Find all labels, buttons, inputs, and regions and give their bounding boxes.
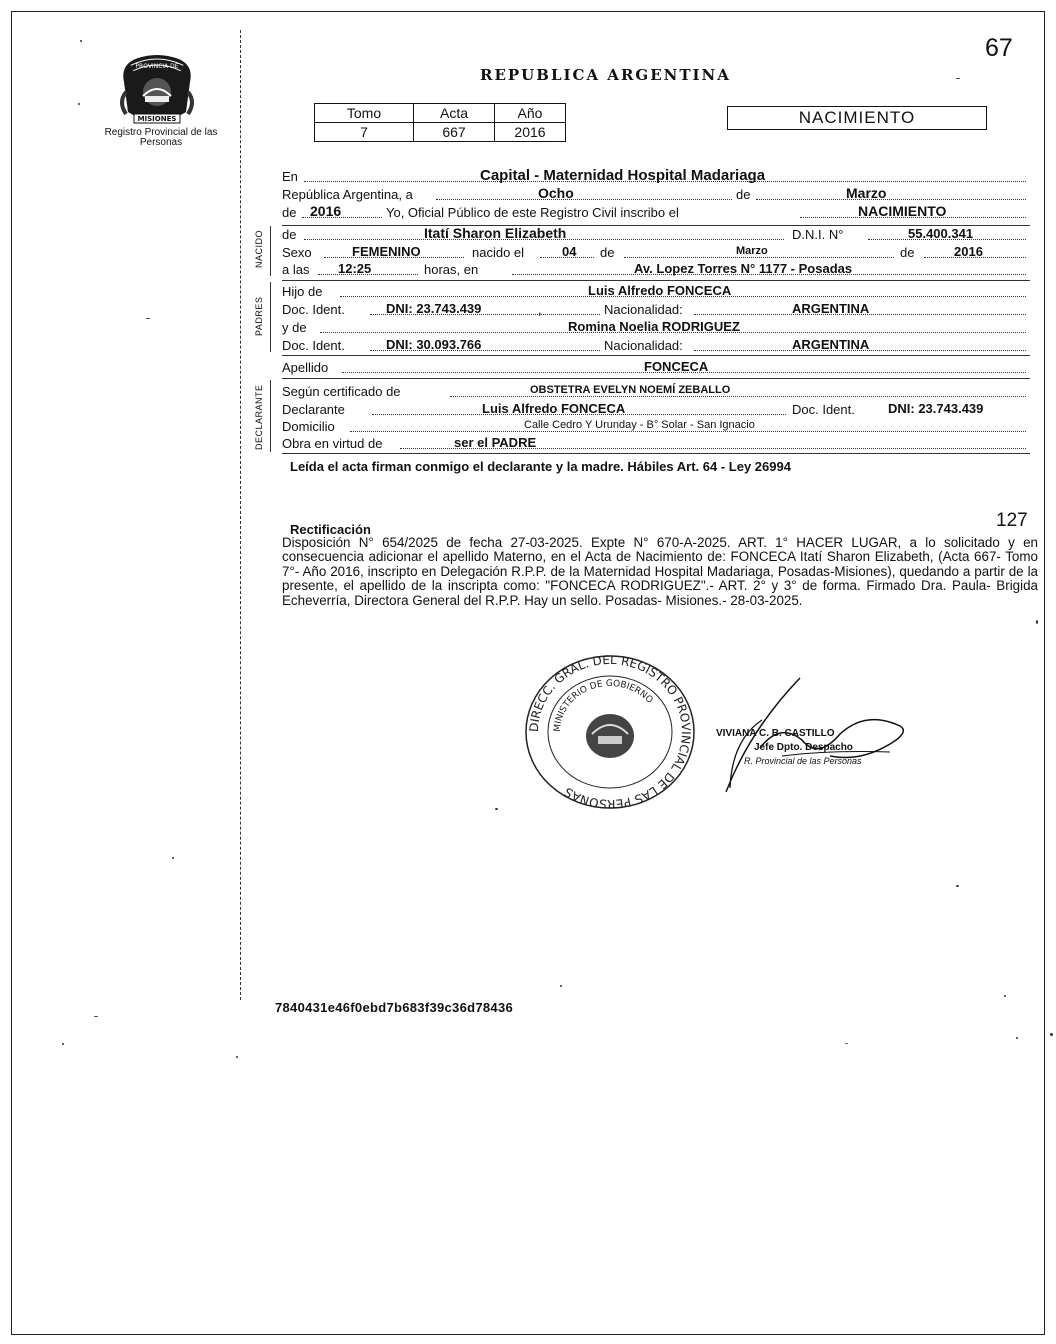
nationality-label: Nacionalidad: — [604, 338, 683, 353]
doc-label: Doc. Ident. — [282, 338, 345, 353]
time-label: a las — [282, 262, 310, 277]
scan-speck — [1004, 995, 1006, 997]
country-title: REPUBLICA ARGENTINA — [480, 66, 731, 84]
scan-speck — [236, 1056, 238, 1058]
date-prefix: República Argentina, a — [282, 187, 413, 202]
year-prefix: de — [282, 205, 297, 220]
registry-table-value-row — [315, 123, 566, 142]
child-name-line — [282, 226, 1030, 242]
section-bracket — [270, 226, 271, 276]
father-doc: DNI: 23.743.439 — [386, 301, 482, 316]
margin-perforation-line — [240, 30, 241, 1000]
name-label: de — [282, 227, 297, 242]
certificate-line — [282, 383, 1030, 399]
table-value-acta: 667 — [414, 123, 495, 142]
closing-note: Leída el acta firman conmigo el declarante y la madre. Hábiles Art. 64 - Ley 26994 — [290, 459, 791, 474]
page-number: 67 — [985, 34, 1013, 62]
de-label: de — [736, 187, 751, 202]
registry-table-header-row — [315, 104, 566, 123]
address-label: horas, en — [424, 262, 479, 277]
declarant-domicile: Calle Cedro Y Urunday - B° Solar - San Ignacio — [524, 419, 755, 431]
declarant-name: Luis Alfredo FONCECA — [482, 401, 626, 416]
section-bracket — [270, 282, 271, 352]
scan-speck — [956, 885, 959, 887]
stamp-office: R. Provincial de las Personas — [744, 756, 862, 766]
surname-line — [282, 359, 1030, 375]
record-type-box: NACIMIENTO — [727, 106, 987, 130]
scan-speck — [172, 857, 174, 859]
section-rule — [282, 280, 1030, 281]
scan-speck — [1016, 1037, 1018, 1039]
capacity-line — [282, 435, 1030, 451]
event-type: NACIMIENTO — [858, 203, 947, 219]
scan-speck — [1036, 620, 1038, 624]
scan-speck — [62, 1043, 64, 1045]
scan-speck — [495, 808, 498, 810]
certificate-label: Según certificado de — [282, 384, 401, 399]
scan-speck — [845, 1043, 848, 1044]
dni-label: D.N.I. N° — [792, 227, 844, 242]
logo-top-text: PROVINCIA DE — [135, 63, 179, 70]
declarant-doc-label: Doc. Ident. — [792, 402, 855, 417]
rectification-number: 127 — [996, 510, 1028, 531]
mother-doc: DNI: 30.093.766 — [386, 337, 482, 352]
logo-banner-text: MISIONES — [137, 115, 177, 123]
section-bracket — [270, 380, 271, 452]
inscribe-text: Yo, Oficial Público de este Registro Civil inscribo el — [386, 205, 679, 220]
misiones-coat-of-arms-icon — [112, 52, 202, 132]
nationality-label: Nacionalidad: — [604, 302, 683, 317]
surname-label: Apellido — [282, 360, 329, 375]
doc-label: Doc. Ident. — [282, 302, 345, 317]
section-rule — [282, 378, 1030, 379]
place-line — [282, 168, 1030, 184]
mother-nationality: ARGENTINA — [792, 337, 870, 352]
dotted-leader — [756, 199, 1026, 200]
dotted-leader — [436, 199, 732, 200]
certificate-issuer: OBSTETRA EVELYN NOEMÍ ZEBALLO — [530, 384, 731, 396]
table-header-anio: Año — [495, 104, 566, 123]
table-value-tomo: 7 — [315, 123, 414, 142]
birth-place: Capital - Maternidad Hospital Madariaga — [480, 167, 766, 184]
child-sex: FEMENINO — [352, 244, 421, 259]
mother-label: y de — [282, 320, 307, 335]
father-nationality: ARGENTINA — [792, 301, 870, 316]
child-name: Itatí Sharon Elizabeth — [424, 225, 567, 241]
father-label: Hijo de — [282, 284, 323, 299]
birth-month: Marzo — [736, 245, 768, 257]
scan-speck — [560, 985, 562, 987]
rectification-title: Rectificación — [290, 522, 371, 537]
side-label-nacido: NACIDO — [254, 229, 264, 268]
declarant-line — [282, 401, 1030, 417]
domicile-line — [282, 418, 1030, 434]
table-header-tomo: Tomo — [315, 104, 414, 123]
scan-speck — [146, 318, 150, 319]
mother-line — [282, 319, 1030, 335]
document-hash: 7840431e46f0ebd7b683f39c36d78436 — [275, 1000, 514, 1015]
birth-de-label: de — [600, 245, 615, 260]
born-label: nacido el — [472, 245, 525, 260]
registry-table — [314, 103, 566, 142]
sex-label: Sexo — [282, 245, 312, 260]
registry-seal-icon — [520, 652, 700, 812]
scan-speck — [80, 40, 82, 42]
place-label: En — [282, 169, 298, 184]
sex-birthdate-line — [282, 244, 1030, 260]
signature-stamp — [690, 670, 930, 800]
birth-year: 2016 — [954, 244, 983, 259]
capacity-label: Obra en virtud de — [282, 436, 383, 451]
registration-year: 2016 — [310, 203, 342, 219]
section-rule — [282, 453, 1030, 454]
registration-day: Ocho — [538, 185, 574, 201]
rectification-text: Disposición N° 654/2025 de fecha 27-03-2025. Expte N° 670-A-2025. ART. 1° HACER LUGAR, a lo solicitado y en consecuencia adicionar el apellido Materno, en el Acta de Nacimiento de: FONCECA Itatí Sharon Elizabeth, (Acta 667- Tomo 7°- Año 2016, inscripto en Delegación R.P.P. de la Maternidad Hospital Madariaga, Posadas-Misiones), quedando a partir de la presente, el apellido de la inscripta como: "FONCECA RODRIGUEZ".- ART. 2° y 3° de forma. Firmado Dra. Paula- Brigida Echeverría, Directora General del R.P.P. Hay un sello. Posadas- Misiones.- 28-03-2025. — [282, 535, 1038, 608]
father-doc-line — [282, 301, 1030, 317]
seal-outer-textpath: DIRECC. GRAL. DEL REGISTRO PROVINCIAL DE LAS PERSONAS — [526, 652, 694, 812]
registration-month: Marzo — [846, 185, 887, 201]
date-line — [282, 186, 1030, 202]
declarant-doc: DNI: 23.743.439 — [888, 401, 984, 416]
child-dni: 55.400.341 — [908, 226, 974, 241]
stamp-role: Jefe Dpto. Despacho — [754, 742, 853, 753]
side-label-padres: PADRES — [254, 296, 264, 336]
mother-name: Romina Noelia RODRIGUEZ — [568, 319, 740, 334]
inscription-line — [282, 204, 1030, 220]
domicile-label: Domicilio — [282, 419, 335, 434]
mother-doc-line — [282, 337, 1030, 353]
declarant-capacity: ser el PADRE — [454, 435, 537, 450]
time-address-line — [282, 261, 1030, 277]
father-name: Luis Alfredo FONCECA — [588, 283, 732, 298]
declarant-label: Declarante — [282, 402, 345, 417]
surname: FONCECA — [644, 359, 709, 374]
seal-inner-textpath: MINISTERIO DE GOBIERNO — [552, 678, 655, 733]
birth-address: Av. Lopez Torres N° 1177 - Posadas — [634, 261, 853, 276]
stamp-name: VIVIANA C. B. CASTILLO — [716, 728, 835, 739]
birth-day: 04 — [562, 244, 577, 259]
table-value-anio: 2016 — [495, 123, 566, 142]
scan-speck — [94, 1016, 98, 1017]
birth-time: 12:25 — [338, 261, 372, 276]
section-rule — [282, 355, 1030, 356]
registry-name: Registro Provincial de las Personas — [104, 127, 218, 148]
side-label-declarante: DECLARANTE — [254, 384, 264, 450]
father-doc-comma: , — [538, 302, 542, 317]
dotted-leader — [302, 217, 382, 218]
father-line — [282, 283, 1030, 299]
scan-speck — [956, 78, 960, 79]
scan-speck — [1050, 1033, 1053, 1036]
birth-de-label-2: de — [900, 245, 915, 260]
scan-speck — [78, 103, 80, 105]
table-header-acta: Acta — [414, 104, 495, 123]
